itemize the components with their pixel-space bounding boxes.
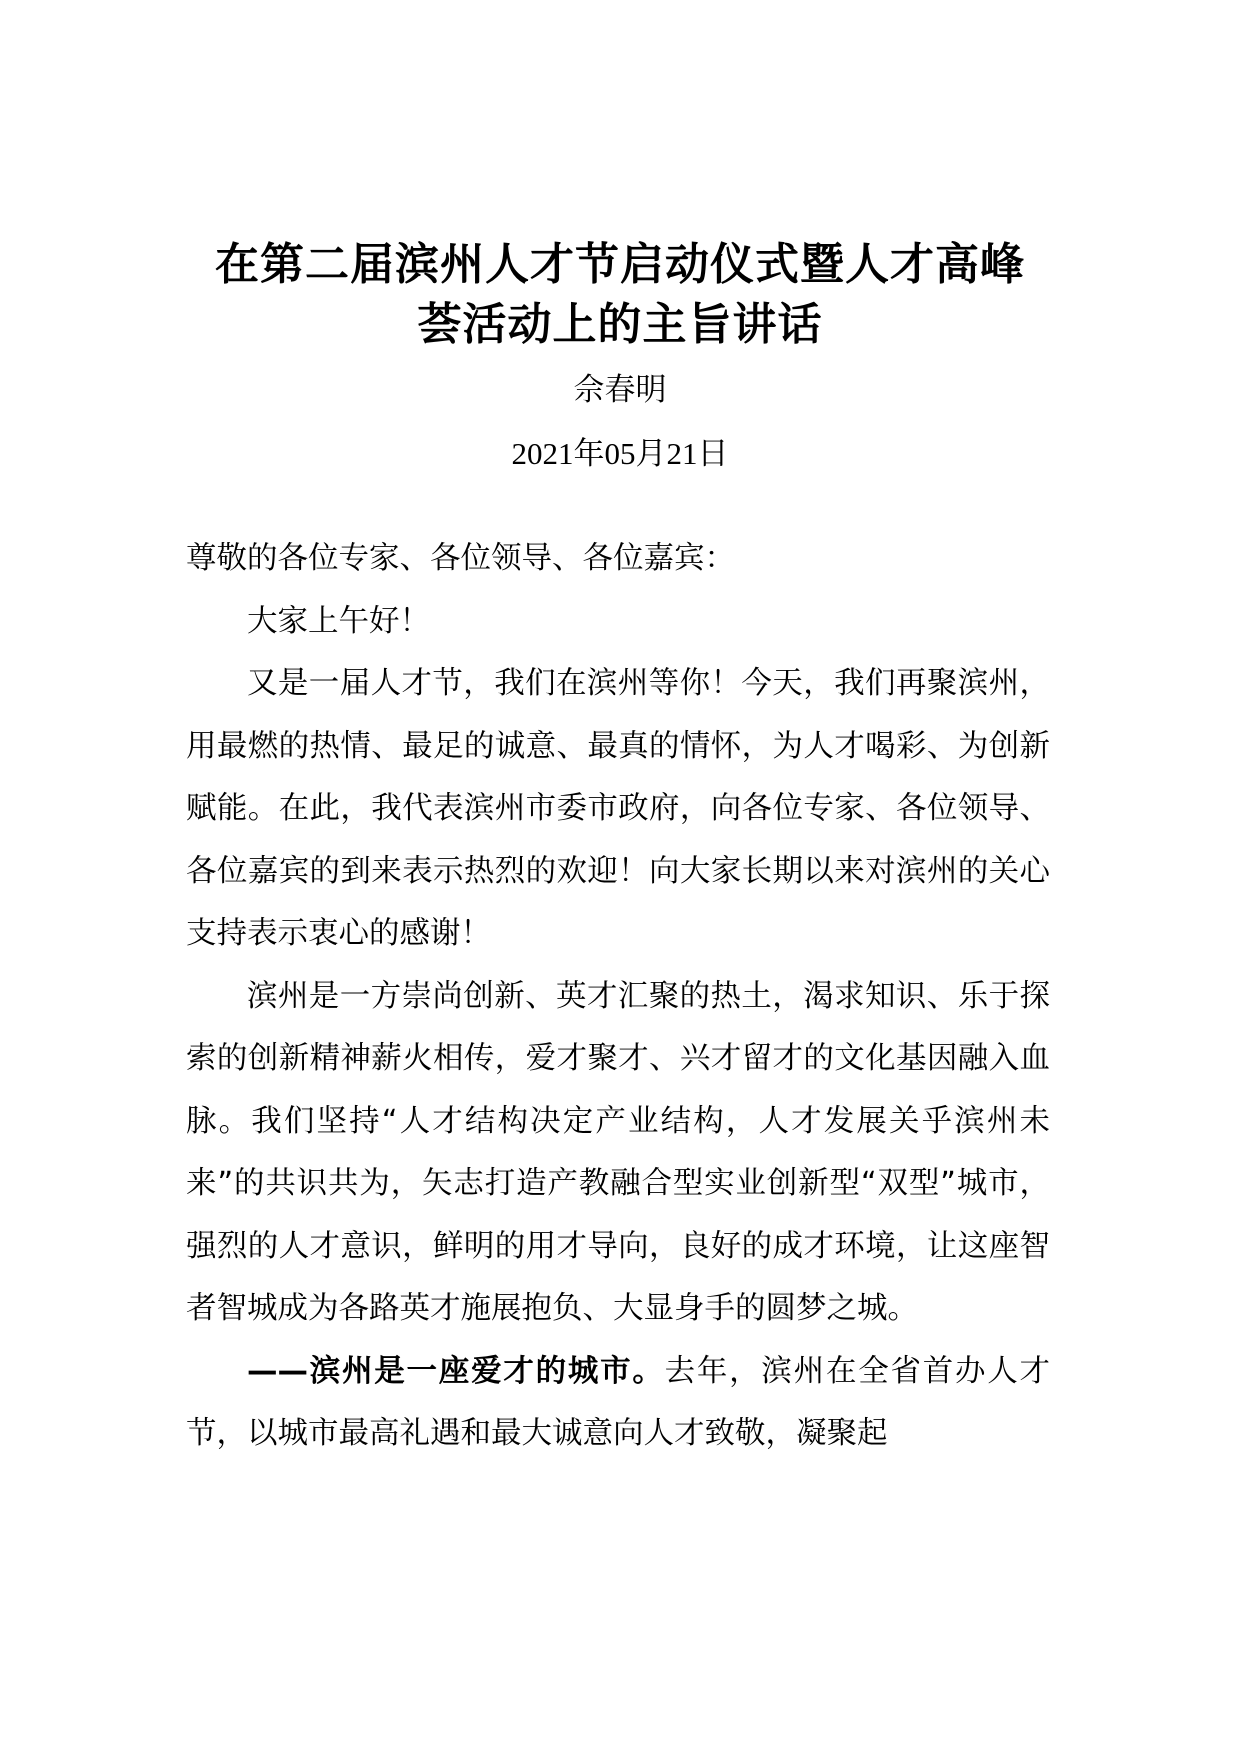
paragraph-3 — [186, 1341, 1050, 1466]
greeting: 大家上午好！ — [247, 603, 430, 639]
paragraph-3-lead: ——滨州是一座爱才的城市。 — [247, 1353, 665, 1389]
document-title-line-2: 荟活动上的主旨讲话 — [417, 299, 823, 350]
document-title-line-1: 在第二届滨州人才节启动仪式暨人才高峰 — [215, 239, 1025, 290]
paragraph-1: 又是一届人才节，我们在滨州等你！今天，我们再聚滨州，用最燃的热情、最足的诚意、最真的情怀，为人才喝彩、为创新赋能。在此，我代表滨州市委市政府，向各位专家、各位领导、各位嘉宾的到来表示热烈的欢迎！向大家长期以来对滨州的关心支持表示衷心的感谢！ — [186, 666, 1050, 951]
speech-body — [186, 528, 1050, 1466]
salutation: 尊敬的各位专家、各位领导、各位嘉宾： — [186, 541, 735, 576]
paragraph-3-text: 去年，滨州在全省首办人才节，以城市最高礼遇和最大诚意向人才致敬，凝聚起 — [186, 1353, 1051, 1451]
author-name: 佘春明 — [573, 372, 667, 408]
speech-date: 2021年05月21日 — [511, 436, 729, 471]
paragraph-2: 滨州是一方崇尚创新、英才汇聚的热土，渴求知识、乐于探索的创新精神薪火相传，爱才聚才、兴才留才的文化基因融入血脉。我们坚持“人才结构决定产业结构，人才发展关乎滨州未来”的共识共为，矢志打造产教融合型实业创新型“双型”城市，强烈的人才意识，鲜明的用才导向，良好的成才环境，让这座智者智城成为各路英才施展抱负、大显身手的圆梦之城。 — [186, 978, 1050, 1326]
